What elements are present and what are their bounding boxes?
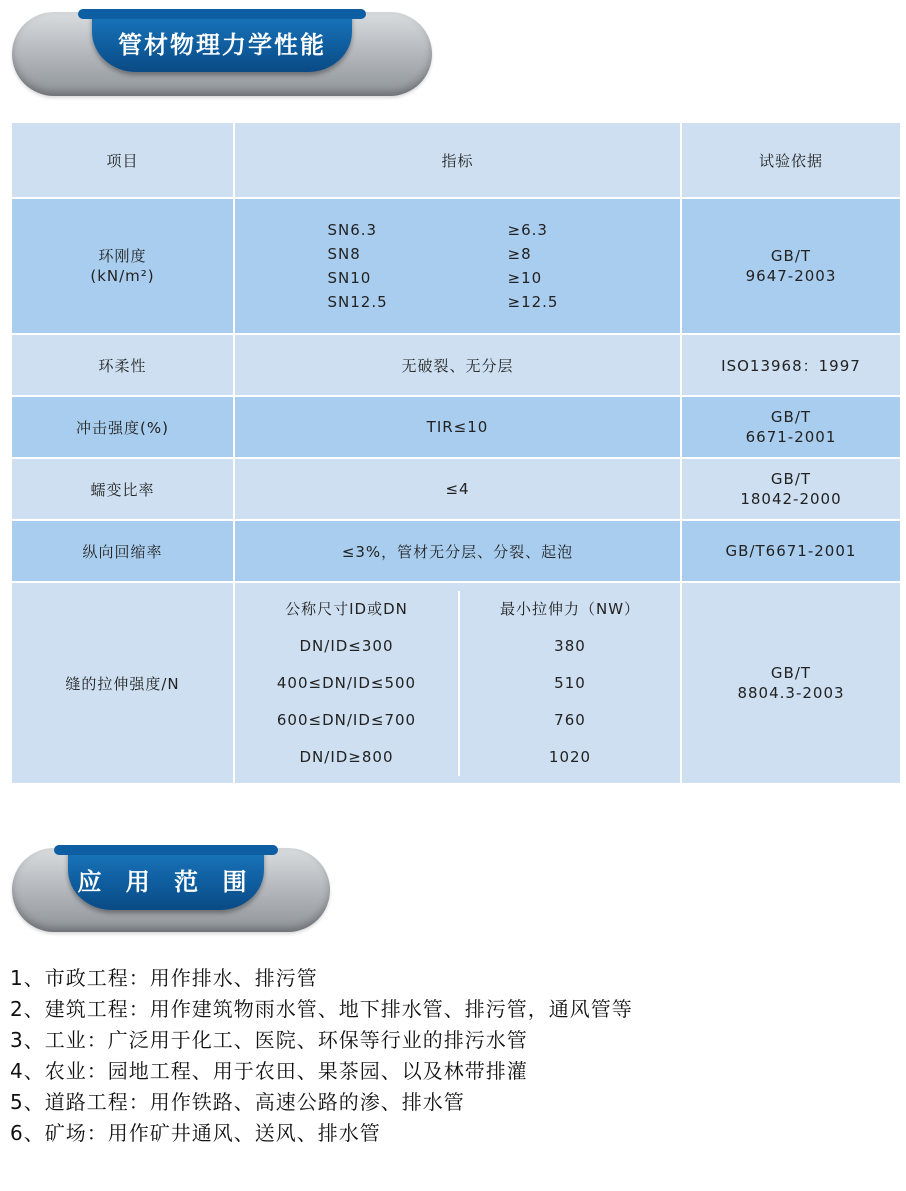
ring-stiffness-basis xyxy=(681,198,901,334)
table-row-creep-ratio xyxy=(11,458,901,520)
section-title-property: 管材物理力学性能 xyxy=(118,30,326,59)
sn-value: ≥8 xyxy=(507,245,532,263)
impact-strength-index: TIR≤10 xyxy=(234,396,681,458)
sn-grade: SN8 xyxy=(327,245,361,263)
impact-basis-line1: GB/T xyxy=(770,408,812,426)
seam-basis-line2: 8804.3-2003 xyxy=(737,684,845,702)
ring-flexibility-index: 无破裂、无分层 xyxy=(234,334,681,396)
sn-grade: SN6.3 xyxy=(327,221,378,239)
sn-grade: SN10 xyxy=(327,269,372,287)
creep-basis-line2: 18042-2000 xyxy=(740,490,842,508)
ring-stiffness-basis-line1: GB/T xyxy=(770,247,812,265)
creep-ratio-basis xyxy=(681,458,901,520)
sn-grade: SN12.5 xyxy=(327,293,388,311)
property-table xyxy=(10,121,902,785)
creep-basis-line1: GB/T xyxy=(770,470,812,488)
impact-strength-label: 冲击强度(%) xyxy=(11,396,234,458)
creep-ratio-label: 蠕变比率 xyxy=(11,458,234,520)
ring-stiffness-index xyxy=(234,198,681,334)
table-row-seam-tensile xyxy=(11,582,901,784)
banner-title-tab xyxy=(92,12,352,72)
shrinkage-label: 纵向回缩率 xyxy=(11,520,234,582)
seam-tensile-label: 缝的拉伸强度/N xyxy=(11,582,234,784)
ring-stiffness-label-line2: (kN/m²) xyxy=(90,267,155,285)
table-row-ring-flexibility xyxy=(11,334,901,396)
seam-size: 400≤DN/ID≤500 xyxy=(235,665,460,702)
sn-value: ≥12.5 xyxy=(507,293,559,311)
sn-value: ≥6.3 xyxy=(507,221,548,239)
list-item: 5、道路工程：用作铁路、高速公路的渗、排水管 xyxy=(10,1090,465,1114)
table-row-impact-strength xyxy=(11,396,901,458)
ring-stiffness-label xyxy=(11,198,234,334)
sn-value: ≥10 xyxy=(507,269,543,287)
seam-force: 510 xyxy=(554,673,586,692)
impact-basis-line2: 6671-2001 xyxy=(745,428,837,446)
impact-strength-basis xyxy=(681,396,901,458)
section-banner-application xyxy=(12,848,330,932)
section-banner-property xyxy=(12,12,432,96)
table-row-longitudinal-shrinkage xyxy=(11,520,901,582)
list-item: 2、建筑工程：用作建筑物雨水管、地下排水管、排污管，通风管等 xyxy=(10,997,633,1021)
header-item: 项目 xyxy=(11,122,234,198)
seam-size: DN/ID≥800 xyxy=(235,739,460,776)
application-list xyxy=(10,963,633,1149)
seam-tensile-subtable xyxy=(235,591,680,776)
ring-stiffness-label-line1: 环刚度 xyxy=(98,247,147,265)
seam-force: 1020 xyxy=(548,747,592,766)
seam-tensile-basis xyxy=(681,582,901,784)
list-item: 6、矿场：用作矿井通风、送风、排水管 xyxy=(10,1121,381,1145)
table-header-row xyxy=(11,122,901,198)
table-row-ring-stiffness xyxy=(11,198,901,334)
header-basis: 试验依据 xyxy=(681,122,901,198)
list-item: 3、工业：广泛用于化工、医院、环保等行业的排污水管 xyxy=(10,1028,528,1052)
ring-flexibility-label: 环柔性 xyxy=(11,334,234,396)
sn-grade-list xyxy=(235,221,680,311)
seam-force: 760 xyxy=(554,710,586,729)
section-title-application: 应 用 范 围 xyxy=(77,867,255,896)
list-item: 1、市政工程：用作排水、排污管 xyxy=(10,966,318,990)
header-index: 指标 xyxy=(234,122,681,198)
seam-basis-line1: GB/T xyxy=(770,664,812,682)
seam-col2-header: 最小拉伸力（NW） xyxy=(499,599,641,618)
shrinkage-basis: GB/T6671-2001 xyxy=(681,520,901,582)
creep-ratio-index: ≤4 xyxy=(234,458,681,520)
ring-stiffness-basis-line2: 9647-2003 xyxy=(745,267,837,285)
seam-col1-header: 公称尺寸ID或DN xyxy=(235,591,460,628)
seam-size: DN/ID≤300 xyxy=(235,628,460,665)
seam-size: 600≤DN/ID≤700 xyxy=(235,702,460,739)
shrinkage-index: ≤3%，管材无分层、分裂、起泡 xyxy=(234,520,681,582)
banner-title-tab xyxy=(68,848,264,910)
seam-force: 380 xyxy=(554,636,586,655)
list-item: 4、农业：园地工程、用于农田、果茶园、以及林带排灌 xyxy=(10,1059,528,1083)
ring-flexibility-basis: ISO13968：1997 xyxy=(681,334,901,396)
seam-tensile-index xyxy=(234,582,681,784)
